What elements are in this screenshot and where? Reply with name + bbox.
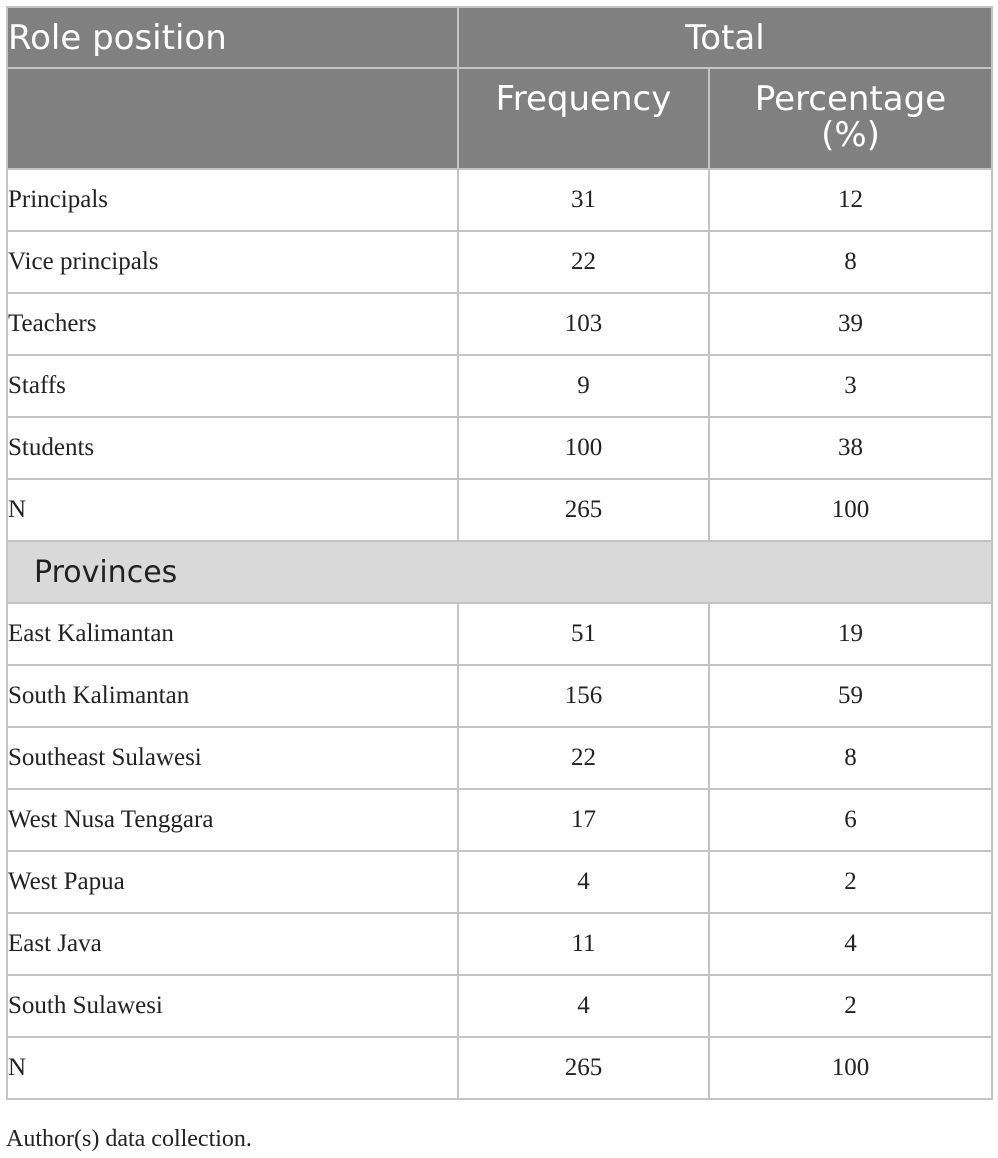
table-row [7, 355, 992, 417]
row-label-cell: Vice principals [7, 231, 458, 293]
row-label-cell: N [7, 1037, 458, 1099]
frequency-cell: 17 [458, 789, 709, 851]
frequency-cell: 31 [458, 169, 709, 231]
percentage-cell: 19 [709, 603, 992, 665]
provinces-section-row [7, 541, 992, 603]
frequency-cell: 4 [458, 851, 709, 913]
table-header [7, 7, 992, 169]
table-row [7, 417, 992, 479]
percentage-cell: 100 [709, 1037, 992, 1099]
percentage-cell: 2 [709, 975, 992, 1037]
frequency-header: Frequency [458, 68, 709, 169]
role-position-header: Role position [7, 7, 458, 68]
row-label-cell: West Nusa Tenggara [7, 789, 458, 851]
roles-body [7, 169, 992, 541]
frequency-cell: 156 [458, 665, 709, 727]
table-row [7, 789, 992, 851]
provinces-body [7, 603, 992, 1099]
header-row-2 [7, 68, 992, 169]
table-row [7, 665, 992, 727]
percentage-cell: 38 [709, 417, 992, 479]
row-label-cell: Principals [7, 169, 458, 231]
empty-header-cell [7, 68, 458, 169]
row-label-cell: East Java [7, 913, 458, 975]
table-row [7, 479, 992, 541]
percentage-cell: 2 [709, 851, 992, 913]
table-row [7, 293, 992, 355]
frequency-cell: 51 [458, 603, 709, 665]
table-row [7, 913, 992, 975]
percentage-cell: 3 [709, 355, 992, 417]
frequency-cell: 9 [458, 355, 709, 417]
row-label-cell: N [7, 479, 458, 541]
percentage-cell: 6 [709, 789, 992, 851]
total-header: Total [458, 7, 992, 68]
frequency-cell: 4 [458, 975, 709, 1037]
row-label-cell: Southeast Sulawesi [7, 727, 458, 789]
row-label-cell: Staffs [7, 355, 458, 417]
frequency-cell: 100 [458, 417, 709, 479]
row-label-cell: South Sulawesi [7, 975, 458, 1037]
frequency-cell: 265 [458, 1037, 709, 1099]
row-label-cell: East Kalimantan [7, 603, 458, 665]
table-row [7, 1037, 992, 1099]
row-label-cell: West Papua [7, 851, 458, 913]
percentage-cell: 8 [709, 727, 992, 789]
provinces-section-body [7, 541, 992, 603]
percentage-header-label: Percentage [754, 79, 947, 119]
table-footnote: Author(s) data collection. [6, 1126, 252, 1152]
frequency-cell: 11 [458, 913, 709, 975]
provinces-section-label: Provinces [7, 541, 992, 603]
percentage-cell: 12 [709, 169, 992, 231]
frequency-cell: 22 [458, 727, 709, 789]
percentage-cell: 39 [709, 293, 992, 355]
table-row [7, 169, 992, 231]
row-label-cell: Students [7, 417, 458, 479]
table-row [7, 727, 992, 789]
percentage-cell: 100 [709, 479, 992, 541]
percentage-cell: 59 [709, 665, 992, 727]
percentage-header [709, 68, 992, 169]
frequency-cell: 103 [458, 293, 709, 355]
header-row-1 [7, 7, 992, 68]
percentage-cell: 4 [709, 913, 992, 975]
table-row [7, 603, 992, 665]
table-row [7, 851, 992, 913]
percentage-cell: 8 [709, 231, 992, 293]
row-label-cell: South Kalimantan [7, 665, 458, 727]
frequency-cell: 265 [458, 479, 709, 541]
percentage-header-unit: (%) [821, 115, 880, 155]
data-table [6, 6, 993, 1100]
row-label-cell: Teachers [7, 293, 458, 355]
table-row [7, 231, 992, 293]
table-row [7, 975, 992, 1037]
frequency-cell: 22 [458, 231, 709, 293]
